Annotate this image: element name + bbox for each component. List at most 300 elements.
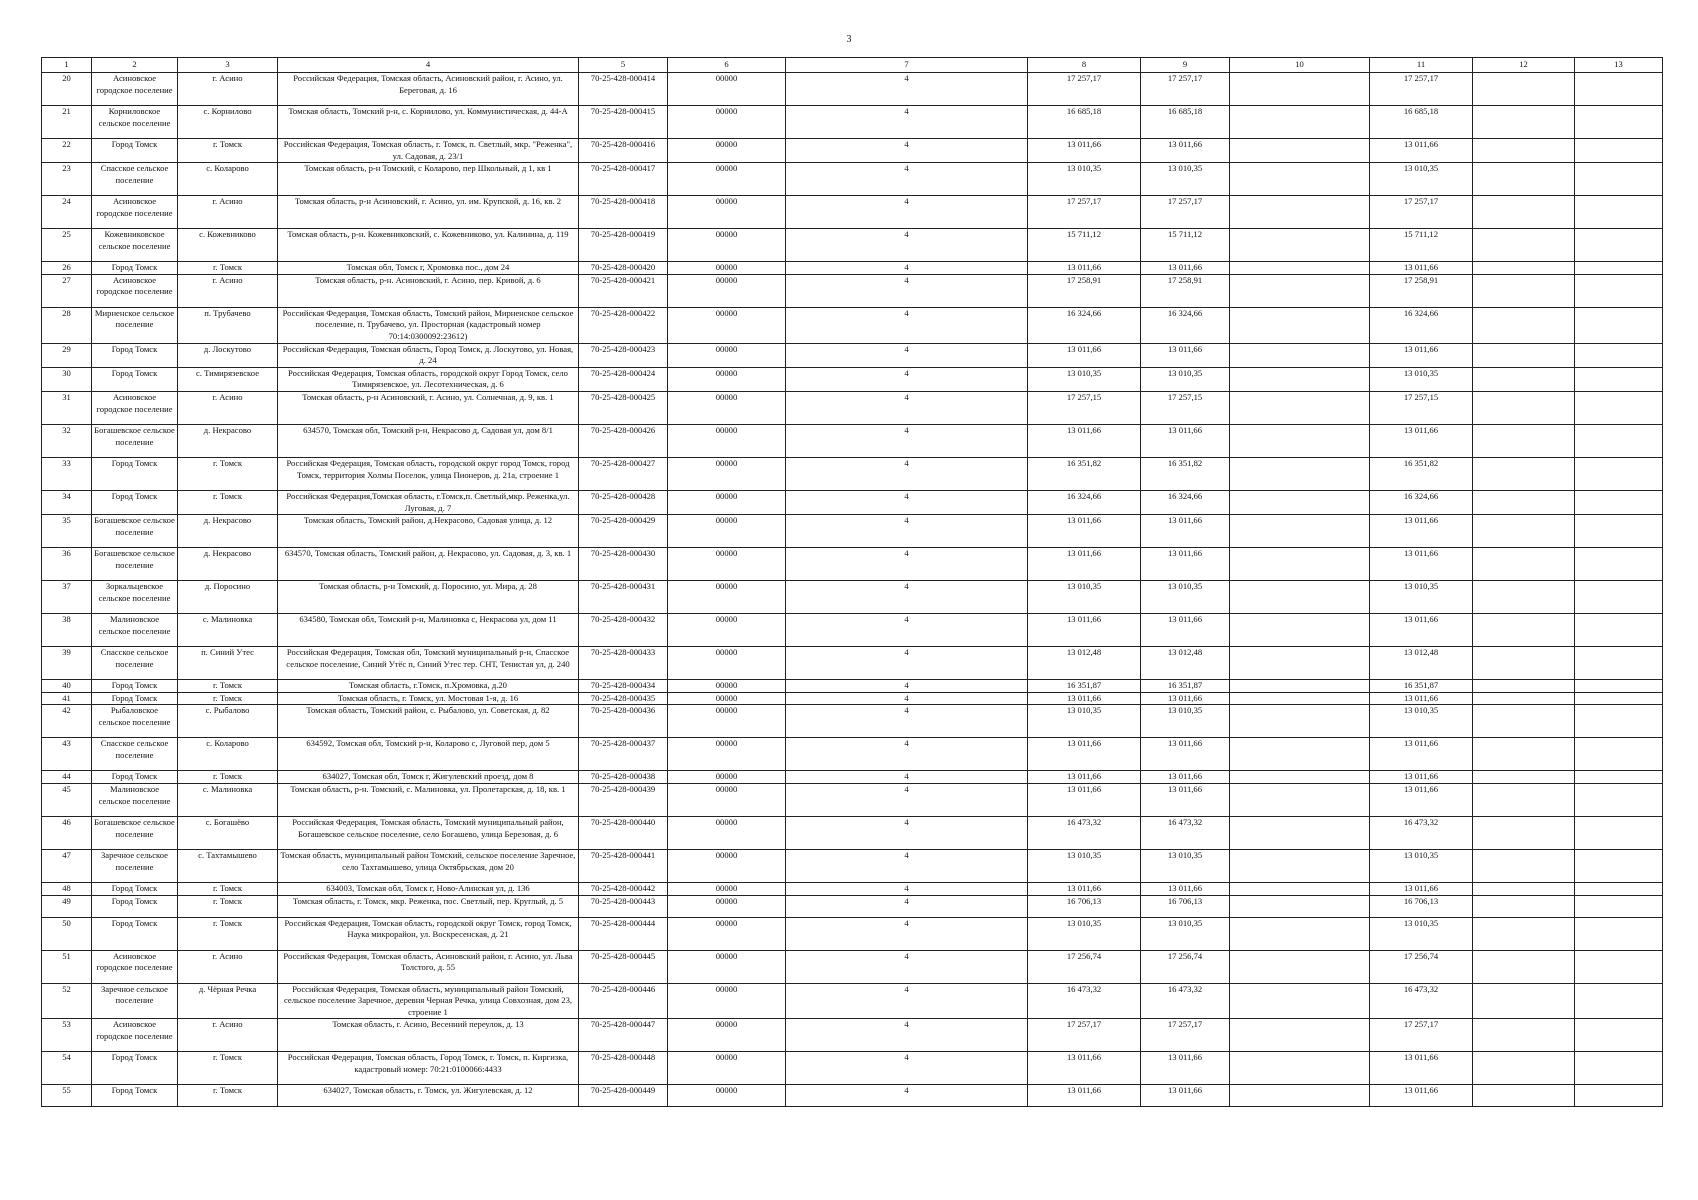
record-id-cell: 70-25-428-000423	[579, 343, 668, 367]
amount-col12-cell	[1473, 738, 1575, 771]
locality-cell: г. Томск	[178, 457, 278, 490]
amount-col9-cell: 17 257,17	[1141, 1019, 1230, 1052]
code-cell: 00000	[668, 983, 786, 1019]
amount-col10-cell	[1230, 1019, 1370, 1052]
amount-col10-cell	[1230, 783, 1370, 816]
settlement-cell: Малиновское сельское поселение	[92, 783, 178, 816]
amount-col8-cell: 16 473,32	[1028, 983, 1141, 1019]
address-cell: Российская Федерация, Томская область, Город Томск, д. Лоскутово, ул. Новая, д. 24	[278, 343, 579, 367]
record-id-cell: 70-25-428-000444	[579, 917, 668, 950]
amount-col11-cell: 13 011,66	[1370, 783, 1473, 816]
category-cell: 4	[786, 73, 1028, 106]
locality-cell: г. Томск	[178, 1052, 278, 1085]
category-cell: 4	[786, 457, 1028, 490]
table-row	[42, 229, 1663, 262]
address-cell: Томская область, муниципальный район Томский, сельское поселение Заречное, село Тахтамышево, улица Октябрьская, дом 20	[278, 849, 579, 882]
row-number-cell: 46	[42, 816, 92, 849]
locality-cell: г. Асино	[178, 950, 278, 983]
table-row	[42, 581, 1663, 614]
address-cell: Томская область, р-н Томский, с Коларово, пер Школьный, д 1, кв 1	[278, 163, 579, 196]
amount-col9-cell: 13 011,66	[1141, 1052, 1230, 1085]
settlement-cell: Рыбаловское сельское поселение	[92, 705, 178, 738]
table-row	[42, 692, 1663, 705]
column-header-1: 1	[42, 58, 92, 73]
address-cell: Российская Федерация, Томская область, Томский муниципальный район, Богашевское сельское поселение, село Богашево, улица Березовая, д. 6	[278, 816, 579, 849]
table-row	[42, 548, 1663, 581]
amount-col13-cell	[1575, 1052, 1663, 1085]
amount-col12-cell	[1473, 614, 1575, 647]
amount-col11-cell: 16 473,32	[1370, 816, 1473, 849]
amount-col8-cell: 17 256,74	[1028, 950, 1141, 983]
category-cell: 4	[786, 917, 1028, 950]
row-number-cell: 50	[42, 917, 92, 950]
amount-col12-cell	[1473, 424, 1575, 457]
amount-col8-cell: 16 324,66	[1028, 307, 1141, 343]
amount-col11-cell: 13 011,66	[1370, 343, 1473, 367]
amount-col8-cell: 15 711,12	[1028, 229, 1141, 262]
record-id-cell: 70-25-428-000428	[579, 490, 668, 514]
amount-col13-cell	[1575, 515, 1663, 548]
amount-col8-cell: 13 012,48	[1028, 647, 1141, 680]
table-row	[42, 895, 1663, 917]
amount-col13-cell	[1575, 917, 1663, 950]
category-cell: 4	[786, 307, 1028, 343]
amount-col13-cell	[1575, 262, 1663, 275]
amount-col11-cell: 17 258,91	[1370, 274, 1473, 307]
amount-col12-cell	[1473, 705, 1575, 738]
row-number-cell: 47	[42, 849, 92, 882]
record-id-cell: 70-25-428-000440	[579, 816, 668, 849]
amount-col13-cell	[1575, 196, 1663, 229]
address-cell: Томская область, Томский район, с. Рыбалово, ул. Советская, д. 82	[278, 705, 579, 738]
amount-col10-cell	[1230, 343, 1370, 367]
locality-cell: г. Томск	[178, 490, 278, 514]
address-cell: 634580, Томская обл, Томский р-н, Малиновка с, Некрасова ул, дом 11	[278, 614, 579, 647]
row-number-cell: 45	[42, 783, 92, 816]
code-cell: 00000	[668, 771, 786, 784]
table-row	[42, 262, 1663, 275]
table-row	[42, 196, 1663, 229]
amount-col9-cell: 13 011,66	[1141, 139, 1230, 163]
amount-col13-cell	[1575, 647, 1663, 680]
table-row	[42, 882, 1663, 895]
settlement-cell: Город Томск	[92, 343, 178, 367]
code-cell: 00000	[668, 515, 786, 548]
settlement-cell: Зоркальцевское сельское поселение	[92, 581, 178, 614]
row-number-cell: 55	[42, 1085, 92, 1107]
record-id-cell: 70-25-428-000433	[579, 647, 668, 680]
row-number-cell: 51	[42, 950, 92, 983]
code-cell: 00000	[668, 581, 786, 614]
amount-col12-cell	[1473, 229, 1575, 262]
category-cell: 4	[786, 163, 1028, 196]
row-number-cell: 23	[42, 163, 92, 196]
amount-col10-cell	[1230, 106, 1370, 139]
amount-col13-cell	[1575, 490, 1663, 514]
settlement-cell: Спасское сельское поселение	[92, 163, 178, 196]
amount-col11-cell: 13 011,66	[1370, 262, 1473, 275]
amount-col10-cell	[1230, 1085, 1370, 1107]
column-header-2: 2	[92, 58, 178, 73]
code-cell: 00000	[668, 490, 786, 514]
address-cell: Российская Федерация, Томская область, Томский район, Мирненское сельское поселение, п. Трубачево, ул. Просторная (кадастровый номер 70:14:0300092:23612)	[278, 307, 579, 343]
row-number-cell: 35	[42, 515, 92, 548]
amount-col11-cell: 13 010,35	[1370, 163, 1473, 196]
address-cell: Томская область, р-н Томский, д. Поросино, ул. Мира, д. 28	[278, 581, 579, 614]
amount-col9-cell: 13 011,66	[1141, 692, 1230, 705]
amount-col10-cell	[1230, 983, 1370, 1019]
locality-cell: г. Асино	[178, 73, 278, 106]
code-cell: 00000	[668, 229, 786, 262]
amount-col13-cell	[1575, 1019, 1663, 1052]
amount-col11-cell: 16 706,13	[1370, 895, 1473, 917]
category-cell: 4	[786, 548, 1028, 581]
code-cell: 00000	[668, 950, 786, 983]
locality-cell: с. Тимирязевское	[178, 367, 278, 391]
amount-col11-cell: 16 351,82	[1370, 457, 1473, 490]
amount-col8-cell: 13 010,35	[1028, 581, 1141, 614]
amount-col9-cell: 16 351,87	[1141, 680, 1230, 693]
amount-col12-cell	[1473, 367, 1575, 391]
amount-col10-cell	[1230, 457, 1370, 490]
column-header-9: 9	[1141, 58, 1230, 73]
header-row	[42, 58, 1663, 73]
row-number-cell: 37	[42, 581, 92, 614]
code-cell: 00000	[668, 895, 786, 917]
code-cell: 00000	[668, 367, 786, 391]
amount-col11-cell: 13 011,66	[1370, 738, 1473, 771]
amount-col9-cell: 13 011,66	[1141, 614, 1230, 647]
locality-cell: с. Малиновка	[178, 614, 278, 647]
category-cell: 4	[786, 196, 1028, 229]
amount-col12-cell	[1473, 692, 1575, 705]
amount-col13-cell	[1575, 950, 1663, 983]
record-id-cell: 70-25-428-000416	[579, 139, 668, 163]
address-cell: Томская область, р-н Асиновский, г. Асино, ул. Солнечная, д. 9, кв. 1	[278, 391, 579, 424]
amount-col10-cell	[1230, 950, 1370, 983]
record-id-cell: 70-25-428-000418	[579, 196, 668, 229]
amount-col11-cell: 13 010,35	[1370, 917, 1473, 950]
amount-col12-cell	[1473, 882, 1575, 895]
table-row	[42, 106, 1663, 139]
amount-col12-cell	[1473, 783, 1575, 816]
settlement-cell: Город Томск	[92, 490, 178, 514]
category-cell: 4	[786, 1019, 1028, 1052]
address-cell: 634003, Томская обл, Томск г, Ново-Алинская ул, д. 136	[278, 882, 579, 895]
amount-col11-cell: 13 011,66	[1370, 515, 1473, 548]
amount-col11-cell: 16 685,18	[1370, 106, 1473, 139]
amount-col13-cell	[1575, 849, 1663, 882]
amount-col12-cell	[1473, 196, 1575, 229]
locality-cell: п. Синий Утес	[178, 647, 278, 680]
locality-cell: д. Лоскутово	[178, 343, 278, 367]
address-cell: Томская область, р-н. Томский, с. Малиновка, ул. Пролетарская, д. 18, кв. 1	[278, 783, 579, 816]
address-cell: Российская Федерация, Томская область, городской округ город Томск, город Томск, территория Холмы Поселок, улица Пионеров, д. 21а, строение 1	[278, 457, 579, 490]
amount-col9-cell: 13 012,48	[1141, 647, 1230, 680]
amount-col8-cell: 13 011,66	[1028, 783, 1141, 816]
address-cell: 634027, Томская обл, Томск г, Жигулевский проезд, дом 8	[278, 771, 579, 784]
record-id-cell: 70-25-428-000431	[579, 581, 668, 614]
amount-col13-cell	[1575, 307, 1663, 343]
amount-col13-cell	[1575, 581, 1663, 614]
address-cell: 634570, Томская область, Томский район, д. Некрасово, ул. Садовая, д. 3, кв. 1	[278, 548, 579, 581]
locality-cell: д. Некрасово	[178, 424, 278, 457]
amount-col8-cell: 13 011,66	[1028, 139, 1141, 163]
category-cell: 4	[786, 262, 1028, 275]
settlement-cell: Город Томск	[92, 882, 178, 895]
amount-col9-cell: 16 473,32	[1141, 983, 1230, 1019]
address-cell: Томская область, г. Томск, ул. Мостовая 1-я, д. 16	[278, 692, 579, 705]
category-cell: 4	[786, 391, 1028, 424]
locality-cell: г. Томск	[178, 917, 278, 950]
amount-col13-cell	[1575, 1085, 1663, 1107]
record-id-cell: 70-25-428-000435	[579, 692, 668, 705]
code-cell: 00000	[668, 163, 786, 196]
column-header-5: 5	[579, 58, 668, 73]
amount-col11-cell: 13 011,66	[1370, 692, 1473, 705]
category-cell: 4	[786, 692, 1028, 705]
row-number-cell: 20	[42, 73, 92, 106]
table-row	[42, 783, 1663, 816]
amount-col13-cell	[1575, 424, 1663, 457]
address-cell: 634592, Томская обл, Томский р-н, Коларово с, Луговой пер, дом 5	[278, 738, 579, 771]
amount-col8-cell: 13 011,66	[1028, 771, 1141, 784]
amount-col13-cell	[1575, 139, 1663, 163]
row-number-cell: 28	[42, 307, 92, 343]
amount-col10-cell	[1230, 391, 1370, 424]
amount-col12-cell	[1473, 391, 1575, 424]
record-id-cell: 70-25-428-000447	[579, 1019, 668, 1052]
amount-col13-cell	[1575, 73, 1663, 106]
amount-col9-cell: 13 011,66	[1141, 548, 1230, 581]
amount-col10-cell	[1230, 262, 1370, 275]
category-cell: 4	[786, 1052, 1028, 1085]
category-cell: 4	[786, 424, 1028, 457]
locality-cell: г. Томск	[178, 680, 278, 693]
code-cell: 00000	[668, 1085, 786, 1107]
amount-col10-cell	[1230, 917, 1370, 950]
locality-cell: с. Корнилово	[178, 106, 278, 139]
address-cell: 634027, Томская область, г. Томск, ул. Жигулевская, д. 12	[278, 1085, 579, 1107]
code-cell: 00000	[668, 457, 786, 490]
locality-cell: г. Асино	[178, 391, 278, 424]
amount-col10-cell	[1230, 771, 1370, 784]
locality-cell: д. Некрасово	[178, 515, 278, 548]
row-number-cell: 44	[42, 771, 92, 784]
table-row	[42, 738, 1663, 771]
row-number-cell: 34	[42, 490, 92, 514]
address-cell: Томская область, Томский район, д.Некрасово, Садовая улица, д. 12	[278, 515, 579, 548]
amount-col8-cell: 17 257,17	[1028, 73, 1141, 106]
table-header	[42, 58, 1663, 73]
amount-col12-cell	[1473, 515, 1575, 548]
amount-col11-cell: 17 257,17	[1370, 1019, 1473, 1052]
amount-col9-cell: 16 685,18	[1141, 106, 1230, 139]
category-cell: 4	[786, 771, 1028, 784]
settlement-cell: Заречное сельское поселение	[92, 849, 178, 882]
amount-col13-cell	[1575, 106, 1663, 139]
amount-col8-cell: 13 011,66	[1028, 1052, 1141, 1085]
amount-col9-cell: 13 010,35	[1141, 367, 1230, 391]
locality-cell: с. Тахтамышево	[178, 849, 278, 882]
amount-col10-cell	[1230, 692, 1370, 705]
row-number-cell: 25	[42, 229, 92, 262]
record-id-cell: 70-25-428-000443	[579, 895, 668, 917]
column-header-11: 11	[1370, 58, 1473, 73]
amount-col9-cell: 13 011,66	[1141, 343, 1230, 367]
record-id-cell: 70-25-428-000422	[579, 307, 668, 343]
table-body	[42, 73, 1663, 1107]
amount-col12-cell	[1473, 274, 1575, 307]
locality-cell: г. Томск	[178, 139, 278, 163]
amount-col12-cell	[1473, 548, 1575, 581]
amount-col8-cell: 17 257,17	[1028, 196, 1141, 229]
address-cell: Томская область, г. Асино, Весенний переулок, д. 13	[278, 1019, 579, 1052]
amount-col9-cell: 13 011,66	[1141, 424, 1230, 457]
category-cell: 4	[786, 229, 1028, 262]
table-row	[42, 139, 1663, 163]
record-id-cell: 70-25-428-000442	[579, 882, 668, 895]
amount-col11-cell: 16 351,87	[1370, 680, 1473, 693]
locality-cell: д. Чёрная Речка	[178, 983, 278, 1019]
amount-col12-cell	[1473, 581, 1575, 614]
settlement-cell: Корниловское сельское поселение	[92, 106, 178, 139]
amount-col9-cell: 13 010,35	[1141, 581, 1230, 614]
address-cell: Томская область, г. Томск, мкр. Реженка, пос. Светлый, пер. Круглый, д. 5	[278, 895, 579, 917]
settlement-cell: Город Томск	[92, 457, 178, 490]
table-row	[42, 983, 1663, 1019]
row-number-cell: 43	[42, 738, 92, 771]
category-cell: 4	[786, 705, 1028, 738]
amount-col8-cell: 17 257,17	[1028, 1019, 1141, 1052]
amount-col10-cell	[1230, 163, 1370, 196]
amount-col10-cell	[1230, 73, 1370, 106]
row-number-cell: 48	[42, 882, 92, 895]
address-cell: Российская Федерация, Томская область, муниципальный район Томский, сельское поселение Заречное, деревня Черная Речка, улица Совхозная, дом 23, строение 1	[278, 983, 579, 1019]
record-id-cell: 70-25-428-000419	[579, 229, 668, 262]
category-cell: 4	[786, 738, 1028, 771]
locality-cell: д. Некрасово	[178, 548, 278, 581]
settlement-cell: Асиновское городское поселение	[92, 1019, 178, 1052]
amount-col11-cell: 16 324,66	[1370, 490, 1473, 514]
amount-col9-cell: 16 473,32	[1141, 816, 1230, 849]
locality-cell: г. Томск	[178, 882, 278, 895]
amount-col12-cell	[1473, 816, 1575, 849]
amount-col10-cell	[1230, 548, 1370, 581]
record-id-cell: 70-25-428-000449	[579, 1085, 668, 1107]
category-cell: 4	[786, 1085, 1028, 1107]
amount-col11-cell: 17 256,74	[1370, 950, 1473, 983]
amount-col13-cell	[1575, 229, 1663, 262]
code-cell: 00000	[668, 1019, 786, 1052]
record-id-cell: 70-25-428-000448	[579, 1052, 668, 1085]
address-cell: Томская область, р-н Асиновский, г. Асино, ул. им. Крупской, д. 16, кв. 2	[278, 196, 579, 229]
code-cell: 00000	[668, 738, 786, 771]
amount-col12-cell	[1473, 163, 1575, 196]
table-row	[42, 515, 1663, 548]
settlement-cell: Город Томск	[92, 771, 178, 784]
record-id-cell: 70-25-428-000417	[579, 163, 668, 196]
amount-col9-cell: 13 010,35	[1141, 849, 1230, 882]
table-row	[42, 680, 1663, 693]
record-id-cell: 70-25-428-000437	[579, 738, 668, 771]
row-number-cell: 21	[42, 106, 92, 139]
table-row	[42, 274, 1663, 307]
amount-col8-cell: 13 011,66	[1028, 692, 1141, 705]
amount-col13-cell	[1575, 367, 1663, 391]
amount-col12-cell	[1473, 647, 1575, 680]
column-header-8: 8	[1028, 58, 1141, 73]
table-row	[42, 917, 1663, 950]
record-id-cell: 70-25-428-000432	[579, 614, 668, 647]
code-cell: 00000	[668, 692, 786, 705]
locality-cell: г. Асино	[178, 274, 278, 307]
table-row	[42, 1085, 1663, 1107]
column-header-10: 10	[1230, 58, 1370, 73]
amount-col13-cell	[1575, 548, 1663, 581]
code-cell: 00000	[668, 139, 786, 163]
amount-col10-cell	[1230, 307, 1370, 343]
amount-col10-cell	[1230, 816, 1370, 849]
amount-col9-cell: 13 011,66	[1141, 1085, 1230, 1107]
settlement-cell: Город Томск	[92, 895, 178, 917]
row-number-cell: 24	[42, 196, 92, 229]
amount-col8-cell: 13 010,35	[1028, 367, 1141, 391]
settlement-cell: Спасское сельское поселение	[92, 738, 178, 771]
column-header-12: 12	[1473, 58, 1575, 73]
table-row	[42, 307, 1663, 343]
amount-col10-cell	[1230, 1052, 1370, 1085]
settlement-cell: Богашевское сельское поселение	[92, 548, 178, 581]
locality-cell: г. Асино	[178, 1019, 278, 1052]
amount-col8-cell: 13 010,35	[1028, 917, 1141, 950]
amount-col8-cell: 13 010,35	[1028, 163, 1141, 196]
record-id-cell: 70-25-428-000445	[579, 950, 668, 983]
amount-col12-cell	[1473, 895, 1575, 917]
category-cell: 4	[786, 895, 1028, 917]
row-number-cell: 54	[42, 1052, 92, 1085]
column-header-4: 4	[278, 58, 579, 73]
record-id-cell: 70-25-428-000441	[579, 849, 668, 882]
amount-col9-cell: 13 011,66	[1141, 515, 1230, 548]
record-id-cell: 70-25-428-000414	[579, 73, 668, 106]
amount-col10-cell	[1230, 139, 1370, 163]
amount-col8-cell: 13 011,66	[1028, 343, 1141, 367]
address-cell: Томская обл, Томск г, Хромовка пос., дом 24	[278, 262, 579, 275]
settlement-cell: Город Томск	[92, 139, 178, 163]
table-row	[42, 1052, 1663, 1085]
settlement-cell: Богашевское сельское поселение	[92, 424, 178, 457]
settlement-cell: Спасское сельское поселение	[92, 647, 178, 680]
amount-col13-cell	[1575, 738, 1663, 771]
code-cell: 00000	[668, 680, 786, 693]
code-cell: 00000	[668, 262, 786, 275]
amount-col13-cell	[1575, 816, 1663, 849]
amount-col9-cell: 13 011,66	[1141, 738, 1230, 771]
column-header-13: 13	[1575, 58, 1663, 73]
category-cell: 4	[786, 849, 1028, 882]
amount-col9-cell: 17 257,17	[1141, 196, 1230, 229]
code-cell: 00000	[668, 816, 786, 849]
row-number-cell: 41	[42, 692, 92, 705]
table-row	[42, 614, 1663, 647]
column-header-6: 6	[668, 58, 786, 73]
amount-col12-cell	[1473, 983, 1575, 1019]
amount-col12-cell	[1473, 1052, 1575, 1085]
amount-col9-cell: 15 711,12	[1141, 229, 1230, 262]
amount-col9-cell: 13 010,35	[1141, 705, 1230, 738]
record-id-cell: 70-25-428-000438	[579, 771, 668, 784]
